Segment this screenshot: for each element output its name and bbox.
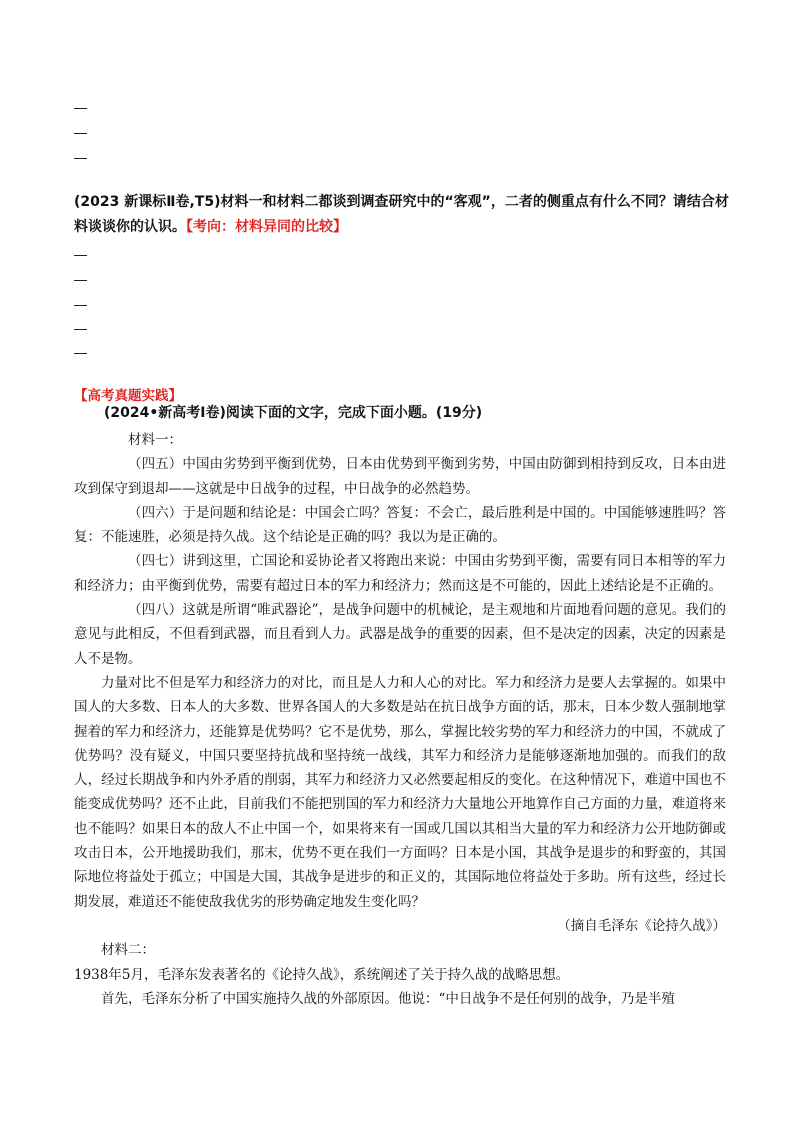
section-tag: 【高考真题实践】 bbox=[74, 388, 182, 404]
paragraph: （四五）中国由劣势到平衡到优势，日本由优势到平衡到劣势，中国由防御到相持到反攻，日本由进攻到保守到退却——这就是中日战争的过程，中日战争的必然趋势。 bbox=[74, 456, 726, 497]
answer-blank-line bbox=[74, 353, 87, 354]
paragraph: （四八）这就是所谓“唯武器论”，是战争问题中的机械论，是主观地和片面地看问题的意见。我们的意见与此相反，不但看到武器，而且看到人力。武器是战争的重要的因素，但不是决定的因素，决定的因素是人不是物。 bbox=[74, 602, 726, 667]
answer-blank-line bbox=[74, 255, 87, 256]
answer-blank-line bbox=[74, 329, 87, 330]
exercise-heading: (2024•新高考Ⅰ卷)阅读下面的文字，完成下面小题。(19分) bbox=[104, 405, 483, 421]
answer-blank-line bbox=[74, 133, 87, 134]
material-label: 材料二： bbox=[101, 942, 155, 959]
answer-blank-line bbox=[74, 158, 87, 159]
question-tag: 【考向：材料异同的比较】 bbox=[186, 219, 347, 235]
paragraph: 首先，毛泽东分析了中国实施持久战的外部原因。他说：“中日战争不是任何别的战争，乃是半殖 bbox=[101, 990, 675, 1007]
question-body: (2023 新课标Ⅱ卷,T5)材料一和材料二都谈到调查研究中的“客观”，二者的侧重点有什么不同？请结合材料谈谈你的认识。 bbox=[74, 194, 729, 235]
answer-blank-line bbox=[74, 305, 87, 306]
paragraph: （四六）于是问题和结论是：中国会亡吗？答复：不会亡，最后胜利是中国的。中国能够速胜吗？答复：不能速胜，必须是持久战。这个结论是正确的吗？我以为是正确的。 bbox=[74, 504, 726, 546]
answer-blank-line bbox=[74, 108, 87, 109]
paragraph: （四七）讲到这里，亡国论和妥协论者又将跑出来说：中国由劣势到平衡，需要有同日本相等的军力和经济力；由平衡到优势，需要有超过日本的军力和经济力；然而这是不可能的，因此上述结论是不正确的。 bbox=[74, 553, 726, 594]
material-label: 材料一： bbox=[128, 432, 182, 448]
source-citation: （摘自毛泽东《论持久战》） bbox=[557, 917, 726, 934]
reading-passage bbox=[74, 428, 726, 1011]
paragraph: 1938年5月，毛泽东发表著名的《论持久战》，系统阐述了关于持久战的战略思想。 bbox=[74, 966, 570, 983]
answer-blank-line bbox=[74, 280, 87, 281]
paragraph: 力量对比不但是军力和经济力的对比，而且是人力和人心的对比。军力和经济力是要人去掌握的。如果中国人的大多数、日本人的大多数、世界各国人的大多数是站在抗日战争方面的话，那末，日本少数人强制地掌握着的军力和经济力，还能算是优势吗？它不是优势，那么，掌握比较劣势的军力和经济力的中国，不就成了优势吗？没有疑义，中国只要坚持抗战和坚持统一战线，其军力和经济力是能够逐渐地加强的。而我们的敌人，经过长期战争和内外矛盾的削弱，其军力和经济力又必然要起相反的变化。在这种情况下，难道中国也不能变成优势吗？还不止此，目前我们不能把别国的军力和经济力大量地公开地算作自己方面的力量，难道将来也不能吗？如果日本的敌人不止中国一个，如果将来有一国或几国以其相当大量的军力和经济力公开地防御或攻击日本，公开地援助我们，那末，优势不更在我们一方面吗？日本是小国，其战争是退步的和野蛮的，其国际地位将益处于孤立；中国是大国，其战争是进步的和正义的，其国际地位将益处于多助。所有这些，经过长期发展，难道还不能使敌我优劣的形势确定地发生变化吗？ bbox=[74, 674, 726, 910]
question-text bbox=[74, 190, 734, 240]
